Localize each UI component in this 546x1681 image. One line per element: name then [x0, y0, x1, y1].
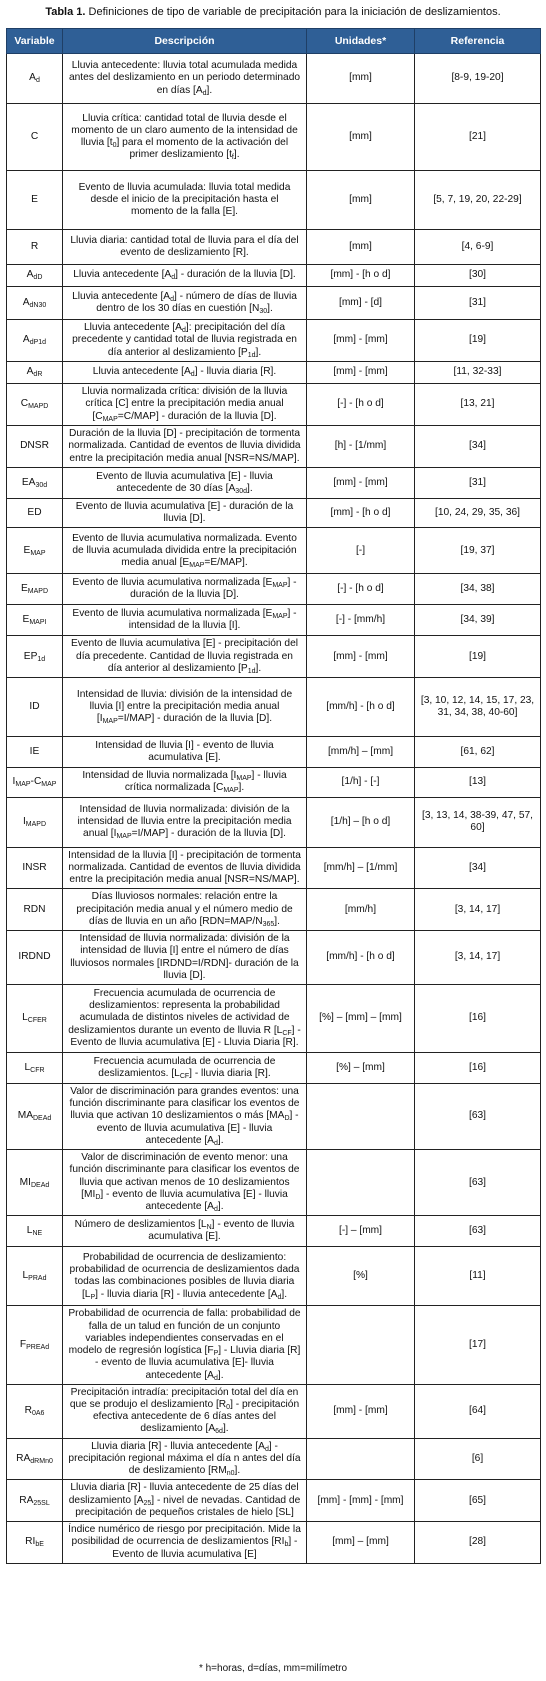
cell-units: [mm] - [mm] — [307, 636, 415, 678]
cell-variable: ED — [7, 499, 63, 528]
cell-description: Lluvia antecedente $[A_d]$ - duración de la lluvia [D]. — [63, 265, 307, 287]
cell-variable: $E_{MAPI}$ — [7, 605, 63, 636]
table-row — [7, 1480, 541, 1522]
cell-variable: $E_{MAPD}$ — [7, 574, 63, 605]
cell-reference: [34] — [415, 847, 541, 889]
cell-reference: [3, 14, 17] — [415, 931, 541, 985]
cell-units: [mm/h] – [1/mm] — [307, 847, 415, 889]
cell-units: [-] — [307, 528, 415, 574]
table-row — [7, 605, 541, 636]
cell-description: Valor de discriminación para grandes eventos: una función discriminante para clasificar los eventos de lluvia que activan 10 deslizamientos o más $[MA_D]$ - evento de lluvia acumulativa [E] - lluvia antecedente $[A_d]$. — [63, 1083, 307, 1149]
column-header-reference: Referencia — [415, 29, 541, 54]
cell-variable: $L_{CFR}$ — [7, 1052, 63, 1083]
column-header-description: Descripción — [63, 29, 307, 54]
cell-variable: C — [7, 104, 63, 171]
column-header-variable: Variable — [7, 29, 63, 54]
table-row — [7, 737, 541, 768]
cell-reference: [10, 24, 29, 35, 36] — [415, 499, 541, 528]
cell-units: [mm/h] – [mm] — [307, 737, 415, 768]
cell-units — [307, 1438, 415, 1480]
cell-reference: [65] — [415, 1480, 541, 1522]
cell-variable: DNSR — [7, 426, 63, 468]
cell-description: Intensidad de lluvia normalizada: división de la intensidad de lluvia [I] entre el número de días lluviosos normales [IRDND=I/RDN]- duración de la lluvia [D]. — [63, 931, 307, 985]
cell-variable: $RA_{25SL}$ — [7, 1480, 63, 1522]
cell-units: [%] – [mm] – [mm] — [307, 984, 415, 1052]
cell-description: Lluvia normalizada crítica: división de la lluvia crítica [C] entre la precipitación media anual $[C_{MAP}=C/MAP]$ - duración de la lluvia [D]. — [63, 384, 307, 426]
table-row — [7, 320, 541, 362]
cell-description: Lluvia antecedente $[A_d]$ - lluvia diaria [R]. — [63, 362, 307, 384]
cell-units: [%] – [mm] — [307, 1052, 415, 1083]
cell-units: [mm] - [mm] — [307, 1384, 415, 1438]
cell-variable: $L_{NE}$ — [7, 1216, 63, 1247]
cell-description: Evento de lluvia acumulativa [E] - precipitación del día precedente. Cantidad de lluvia registrada en día anterior al deslizamiento $[P_{1d}]$. — [63, 636, 307, 678]
cell-reference: [63] — [415, 1150, 541, 1216]
cell-units: [mm] — [307, 104, 415, 171]
cell-variable: $MA_{DEAd}$ — [7, 1083, 63, 1149]
cell-reference: [34, 38] — [415, 574, 541, 605]
cell-units: [mm] - [h o d] — [307, 265, 415, 287]
table-row — [7, 1052, 541, 1083]
table-row — [7, 984, 541, 1052]
cell-units: [mm] - [h o d] — [307, 499, 415, 528]
table-row — [7, 1247, 541, 1306]
table-row — [7, 499, 541, 528]
cell-description: Intensidad de lluvia normalizada: división de la intensidad de lluvia entre la precipitación media anual $[I_{MAP}=I/MAP]$ - duración de la lluvia [D]. — [63, 797, 307, 847]
cell-reference: [3, 13, 14, 38-39, 47, 57, 60] — [415, 797, 541, 847]
cell-units: [mm] - [mm] — [307, 320, 415, 362]
cell-variable: $EA_{30d}$ — [7, 468, 63, 499]
table-row — [7, 1216, 541, 1247]
rainfall-variables-table — [6, 28, 541, 1564]
cell-description: Lluvia antecedente: lluvia total acumulada medida antes del deslizamiento en un periodo determinado en días $[A_d]$. — [63, 54, 307, 104]
cell-description: Lluvia diaria [R] - lluvia antecedente de 25 días del deslizamiento $[A_{25}]$ - nivel de nevadas. Cantidad de precipitación de pequeños cristales de hielo [SL] — [63, 1480, 307, 1522]
cell-variable: $I_{MAP}-C_{MAP}$ — [7, 768, 63, 797]
cell-description: Número de deslizamientos $[L_N]$ - evento de lluvia acumulativa [E]. — [63, 1216, 307, 1247]
cell-variable: $F_{PREAd}$ — [7, 1306, 63, 1384]
cell-reference: [30] — [415, 265, 541, 287]
cell-variable: $RA_{dRMn0}$ — [7, 1438, 63, 1480]
cell-description: Lluvia antecedente $[A_d]$: precipitación del día precedente y cantidad total de lluvia registrada en día anterior al deslizamiento $[P_{1d}]$. — [63, 320, 307, 362]
cell-variable: $L_{PRAd}$ — [7, 1247, 63, 1306]
cell-reference: [63] — [415, 1083, 541, 1149]
cell-units: [mm] - [d] — [307, 287, 415, 320]
cell-description: Lluvia diaria: cantidad total de lluvia para el día del evento de deslizamiento [R]. — [63, 230, 307, 265]
table-row — [7, 287, 541, 320]
cell-reference: [34, 39] — [415, 605, 541, 636]
cell-units: [1/h] – [h o d] — [307, 797, 415, 847]
cell-variable: $EP_{1d}$ — [7, 636, 63, 678]
table-row — [7, 768, 541, 797]
table-row — [7, 636, 541, 678]
cell-description: Intensidad de la lluvia [I] - precipitación de tormenta normalizada. Cantidad de eventos de lluvia dividida entre la precipitación media anual [NSR=NS/MAP]. — [63, 847, 307, 889]
cell-units: [mm/h] — [307, 889, 415, 931]
cell-description: Frecuencia acumulada de ocurrencia de deslizamientos. $[L_{CF}]$ - lluvia diaria [R]. — [63, 1052, 307, 1083]
cell-reference: [28] — [415, 1522, 541, 1564]
cell-units: [1/h] - [-] — [307, 768, 415, 797]
cell-reference: [6] — [415, 1438, 541, 1480]
cell-description: Índice numérico de riesgo por precipitación. Mide la posibilidad de ocurrencia de deslizamientos $[RI_b]$ - Evento de lluvia acumulativa [E] — [63, 1522, 307, 1564]
cell-variable: $R_{0A6}$ — [7, 1384, 63, 1438]
table-row — [7, 230, 541, 265]
cell-reference: [31] — [415, 468, 541, 499]
table-row — [7, 265, 541, 287]
cell-description: Lluvia diaria [R] - lluvia antecedente $[A_d]$ - precipitación regional máxima el día n antes del día de deslizamiento $[RM_{n0}]$. — [63, 1438, 307, 1480]
cell-description: Probabilidad de ocurrencia de falla: probabilidad de falla de un talud en función de un conjunto variables independientes conservadas en el modelo de regresión logística $[F_P]$ - Lluvia diaria [R] - evento de lluvia acumulativa [E]- lluvia antecedente $[A_d]$. — [63, 1306, 307, 1384]
cell-units: [mm] - [mm] - [mm] — [307, 1480, 415, 1522]
cell-units — [307, 1083, 415, 1149]
table-row — [7, 847, 541, 889]
cell-variable: $MI_{DEAd}$ — [7, 1150, 63, 1216]
table-row — [7, 678, 541, 737]
table-caption-label: Tabla 1. — [45, 6, 86, 18]
table-row — [7, 1083, 541, 1149]
cell-units: [mm] — [307, 54, 415, 104]
table-row — [7, 1522, 541, 1564]
cell-variable: E — [7, 171, 63, 230]
cell-description: Evento de lluvia acumulativa [E] - duración de la lluvia [D]. — [63, 499, 307, 528]
cell-description: Evento de lluvia acumulada: lluvia total medida desde el inicio de la precipitación hasta el momento de la falla [E]. — [63, 171, 307, 230]
table-row — [7, 171, 541, 230]
cell-description: Evento de lluvia acumulativa normalizada $[E_{MAP}]$ - intensidad de la lluvia [I]. — [63, 605, 307, 636]
cell-reference: [21] — [415, 104, 541, 171]
cell-reference: [31] — [415, 287, 541, 320]
cell-variable: IRDND — [7, 931, 63, 985]
table-row — [7, 1438, 541, 1480]
cell-units: [mm] – [mm] — [307, 1522, 415, 1564]
cell-reference: [17] — [415, 1306, 541, 1384]
cell-reference: [11, 32-33] — [415, 362, 541, 384]
cell-reference: [34] — [415, 426, 541, 468]
cell-units: [%] — [307, 1247, 415, 1306]
table-row — [7, 384, 541, 426]
cell-variable: $C_{MAPD}$ — [7, 384, 63, 426]
table-row — [7, 1384, 541, 1438]
table-row — [7, 889, 541, 931]
cell-reference: [19, 37] — [415, 528, 541, 574]
table-row — [7, 1306, 541, 1384]
cell-units: [-] - [h o d] — [307, 384, 415, 426]
cell-variable: RDN — [7, 889, 63, 931]
table-row — [7, 54, 541, 104]
cell-units: [mm/h] - [h o d] — [307, 931, 415, 985]
cell-units — [307, 1150, 415, 1216]
table-row — [7, 931, 541, 985]
table-header-row — [7, 29, 541, 54]
cell-reference: [13, 21] — [415, 384, 541, 426]
table-row — [7, 362, 541, 384]
cell-description: Evento de lluvia acumulativa normalizada $[E_{MAP}]$ - duración de la lluvia [D]. — [63, 574, 307, 605]
column-header-units: Unidades* — [307, 29, 415, 54]
cell-reference: [11] — [415, 1247, 541, 1306]
cell-variable: ID — [7, 678, 63, 737]
cell-description: Intensidad de lluvia: división de la intensidad de lluvia [I] entre la precipitación media anual $[I_{MAP}=I/MAP]$ - duración de la lluvia [D]. — [63, 678, 307, 737]
cell-description: Evento de lluvia acumulativa [E] - lluvia antecedente de 30 días $[A_{30d}]$. — [63, 468, 307, 499]
cell-reference: [3, 10, 12, 14, 15, 17, 23, 31, 34, 38, 40-60] — [415, 678, 541, 737]
table-row — [7, 574, 541, 605]
table-row — [7, 468, 541, 499]
cell-description: Frecuencia acumulada de ocurrencia de deslizamientos: representa la probabilidad acumulada de distintos niveles de actividad de deslizamientos durante un evento de lluvia R $[L_{CF}]$ - Evento de lluvia acumulativa [E] - Lluvia Diaria [R]. — [63, 984, 307, 1052]
cell-reference: [19] — [415, 636, 541, 678]
cell-reference: [4, 6-9] — [415, 230, 541, 265]
cell-description: Duración de la lluvia [D] - precipitación de tormenta normalizada. Cantidad de eventos de lluvia dividida entre la precipitación media anual [NSR=NS/MAP]. — [63, 426, 307, 468]
cell-reference: [3, 14, 17] — [415, 889, 541, 931]
cell-units: [mm] - [mm] — [307, 468, 415, 499]
cell-description: Intensidad de lluvia normalizada $[I_{MAP}]$ - lluvia crítica normalizada $[C_{MAP}]$. — [63, 768, 307, 797]
cell-description: Lluvia antecedente $[A_d]$ - número de días de lluvia dentro de los 30 días en cuestión $[N_{30}]$. — [63, 287, 307, 320]
cell-units: [mm] - [mm] — [307, 362, 415, 384]
cell-reference: [63] — [415, 1216, 541, 1247]
cell-units: [h] - [1/mm] — [307, 426, 415, 468]
cell-variable: $A_{dN30}$ — [7, 287, 63, 320]
table-body — [7, 54, 541, 1564]
cell-reference: [19] — [415, 320, 541, 362]
cell-description: Evento de lluvia acumulativa normalizada. Evento de lluvia acumulada dividida entre la precipitación media anual $[E_{MAP}=E/MAP]$. — [63, 528, 307, 574]
table-footnote: * h=horas, d=días, mm=milímetro — [198, 1663, 348, 1674]
cell-units: [mm] — [307, 171, 415, 230]
table-row — [7, 426, 541, 468]
cell-variable: $A_{dR}$ — [7, 362, 63, 384]
table-row — [7, 104, 541, 171]
table-caption-text: Definiciones de tipo de variable de precipitación para la iniciación de deslizamientos. — [88, 6, 501, 18]
cell-reference: [5, 7, 19, 20, 22-29] — [415, 171, 541, 230]
cell-variable: $L_{CFER}$ — [7, 984, 63, 1052]
cell-description: Valor de discriminación de evento menor: una función discriminante para clasificar los eventos de lluvia que activan menos de 10 deslizamientos $[MI_D]$ - evento de lluvia acumulativa [E] - lluvia antecedente $[A_d]$. — [63, 1150, 307, 1216]
cell-description: Probabilidad de ocurrencia de deslizamiento: probabilidad de ocurrencia de deslizamientos dada todas las combinaciones posibles de lluvia diaria $[L_P]$ - lluvia diaria [R] - lluvia antecedente $[A_d]$. — [63, 1247, 307, 1306]
cell-units: [-] - [h o d] — [307, 574, 415, 605]
cell-variable: $E_{MAP}$ — [7, 528, 63, 574]
cell-units: [-] – [mm] — [307, 1216, 415, 1247]
cell-variable: IE — [7, 737, 63, 768]
cell-units: [-] - [mm/h] — [307, 605, 415, 636]
cell-variable: $RI_{bE}$ — [7, 1522, 63, 1564]
cell-units: [mm] — [307, 230, 415, 265]
table-row — [7, 1150, 541, 1216]
cell-units: [mm/h] - [h o d] — [307, 678, 415, 737]
table-row — [7, 797, 541, 847]
cell-reference: [61, 62] — [415, 737, 541, 768]
cell-reference: [16] — [415, 1052, 541, 1083]
table-row — [7, 528, 541, 574]
cell-reference: [8-9, 19-20] — [415, 54, 541, 104]
cell-description: Intensidad de lluvia [I] - evento de lluvia acumulativa [E]. — [63, 737, 307, 768]
cell-variable: $I_{MAPD}$ — [7, 797, 63, 847]
cell-variable: INSR — [7, 847, 63, 889]
cell-description: Precipitación intradía: precipitación total del día en que se produjo el deslizamiento $[R_0]$ - precipitación efectiva antecedente de 6 días antes del deslizamiento $[A_{6d}]$. — [63, 1384, 307, 1438]
cell-variable: R — [7, 230, 63, 265]
cell-description: Lluvia crítica: cantidad total de lluvia desde el momento de un claro aumento de la intensidad de lluvia $[t_0]$ para el momento de la activación del primer deslizamiento $[t_f]$. — [63, 104, 307, 171]
cell-variable: $A_d$ — [7, 54, 63, 104]
cell-reference: [16] — [415, 984, 541, 1052]
cell-variable: $A_{dD}$ — [7, 265, 63, 287]
table-caption — [0, 6, 546, 18]
cell-description: Días lluviosos normales: relación entre la precipitación media anual y el número medio de días de lluvia en un año $[RDN=MAP/N_{365}]$. — [63, 889, 307, 931]
cell-variable: $A_{dP1d}$ — [7, 320, 63, 362]
cell-units — [307, 1306, 415, 1384]
cell-reference: [64] — [415, 1384, 541, 1438]
cell-reference: [13] — [415, 768, 541, 797]
